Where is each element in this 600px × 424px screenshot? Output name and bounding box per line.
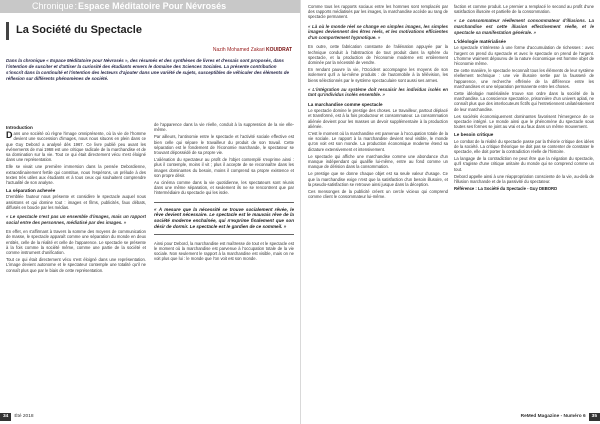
right-column-2 (454, 4, 594, 406)
paragraph: Elle se vivait une première immersion dans la pensée Debordienne, extraordinairement fertile qui constitue, nous l'espérons, un prélude à des textes très utiles aux étudiants et à tous ceux qui souhaitent comprendre l'actualité de son analyse. (6, 164, 146, 186)
paragraph: Cette idéologie matérialisée trouve son ordre dans la société de la marchandise. La conscience spectatrice, prisonnière d'un univers aplati, ne connaît plus que des interlocuteurs fictifs qui l'entretiennent unilatéralement de leur marchandise. (454, 91, 594, 112)
article-intro: Dans la chronique « Espace Méditatoire pour Névrosés », des résumés et des synthèses de livres et d'essais sont proposés, dans l'intention de susciter et d'attiser la curiosité des étudiants envers le domaine des Sciences Sociales. La présente contribution s'inscrit dans la continuité et l'intention des lecteurs d'ajouter dans une variété de sujets, susceptibles de véhiculer des éléments de réflexion sur différents phénomènes de société. (6, 58, 290, 81)
paragraph: D'emblée l'auteur nous présente et considère le spectacle auquel nous assistons et qui domine tout : images et films, publicités, faux débats, diffusés en boucle par les médias. (6, 194, 146, 210)
article-title: La Société du Spectacle (16, 24, 142, 36)
paragraph: Le spectacle domine le prestige des choses. Le travailleur, partout déplacé et transformé, est à la fois producteur et consommateur. La consommation aliénée devient pour les masses un devoir supplémentaire à la production aliénée. (308, 108, 448, 129)
paragraph: Le combat de la réalité du spectacle passe par la théorie critique des idées de la société. La critique théorique ne doit pas se contenter de constater le spectacle, elle doit porter la contradiction réelle de l'histoire. (454, 138, 594, 155)
quote: « Là où le monde réel se change en simples images, les simples images deviennent des êtres réels, et les motivations efficientes d'un comportement hypnotique. » (308, 23, 448, 40)
paragraph: Par ailleurs, l'antinomie entre le spectacle et l'activité sociale effective est bien celle qui sépare le travailleur du produit de son travail. Cette séparation est le fondement de l'économie marchande, le spectateur se trouvant dépossédé de sa propre vie. (154, 134, 294, 156)
paragraph: Les sociétés économiquement dominantes favorisent l'émergence de ce spectacle intégré. Le monde ainsi que le phénomène du spectacle sous toutes ses formes se joint au vrai et au faux dans un même mouvement. (454, 113, 594, 130)
paragraph: En effet, en s'affirmant à travers la somme des moyens de communication de masse, le spectacle apparaît comme une séparation du monde en deux entités, celle de la réalité et celle de l'apparence. Le spectacle se présente à la fois comme la société même, comme une partie de la société et comme instrument d'unification. (6, 229, 146, 256)
section-heading: La séparation achevée (6, 188, 56, 194)
section-heading: La marchandise comme spectacle (308, 102, 383, 107)
paragraph: Au cinéma comme dans la vie quotidienne, les spectateurs sont réunis dans une même séparation, et seulement ils ne se rencontrent que par l'intermédiaire du spectacle qui les isole. (154, 180, 294, 196)
left-column-1 (6, 122, 146, 410)
magazine-name: ReMed Magazine - Numéro 6 (520, 414, 586, 419)
paragraph: L'aliénation du spectateur au profit de l'objet contemplé s'exprime ainsi : plus il contemple, moins il vit ; plus il accepte de se reconnaître dans les images dominantes du besoin, moins il comprend sa propre existence et son propre désir. (154, 157, 294, 178)
title-accent-bar (6, 22, 9, 40)
paragraph: La langage de la contradiction ne peut être que la négation du spectacle, qu'il s'agisse d'une critique unitaire du monde qui se comprend comme un tout. (454, 156, 594, 172)
quote: « Le consommateur réellement consommateur d'illusions. La marchandise est cette illusion effectivement réelle, et le spectacle sa manifestation générale. » (454, 18, 594, 35)
header-text (32, 0, 226, 13)
paragraph: En outre, cette fabrication constante de l'aliénation appuyée par la technique conduit à l'abstraction de tout produit dans la sphère du spectacle, et la production de l'économie moderne est entièrement dominée par la nécessité de vendre. (308, 44, 448, 65)
page-number-left: 34 (0, 413, 11, 421)
paragraph: de l'apparence dans la vie réelle, conduit à la suppression de la vie elle-même. (154, 122, 294, 133)
author-surname: KOUIDRAT (265, 47, 292, 53)
quote: « Le spectacle n'est pas un ensemble d'images, mais un rapport social entre des personnes, médiatisé par des images. » (6, 214, 146, 225)
author-prefix: Nazih Mohamed Zakari (212, 47, 265, 53)
pull-quote: « À mesure que la nécessité se trouve socialement rêvée, le rêve devient nécessaire. Le spectacle est le mauvais rêve de la société moderne enchaînée, qui n'exprime finalement que son désir de dormir. Le spectacle est le gardien de ce sommeil. » (154, 202, 294, 235)
section-header (0, 0, 300, 13)
paragraph: En rendant pauvre la vie, l'Occident accompagne les moyens de son isolement qu'il a lui-même produits : de l'automobile à la télévision, les biens sélectionnés par le système spectaculaire sont aussi ses armes. (308, 67, 448, 83)
article-author (213, 47, 292, 53)
paragraph: Le spectacle qui affiche une marchandise comme une abondance d'un manque indépendant qui qualifie lui-même, entre au fond comme un manque de dérision dans la consommation. (308, 153, 448, 170)
paragraph: Ces mensonges de la publicité créent un cercle vicieux qui comprend comme client le consommateur lui-même. (308, 189, 448, 200)
paragraph: Tout ce qui était directement vécu s'est éloigné dans une représentation. L'image devient autonome et le spectateur contemple une totalité qu'il ne connaît plus que par le biais de cette représentation. (6, 257, 146, 273)
paragraph: Comme tous les rapports sociaux entre les hommes sont remplacés par des rapports médiatisés par les images, la marchandise accède au rang de spectacle permanent. (308, 4, 448, 20)
paragraph: faction et comme produit. Le premier a remplacé le second au profit d'une satisfaction illusoire et partielle de la consommation. (454, 4, 594, 15)
header-separator: : (74, 1, 78, 11)
header-subtitle: Espace Méditatoire Pour Névrosés (78, 1, 227, 11)
paragraph: Dans une société où règne l'image omniprésente, où la vie de l'homme devient une succession d'images, nous nous situons en plein dans ce que Guy Debord a analysé dès 1967. Ce livre publié peu avant les événements de mai 1968 est une critique radicale de la marchandise et de sa domination sur la vie. Tout ce qui était directement vécu s'est éloigné dans une représentation. (6, 130, 146, 163)
right-page (300, 0, 600, 424)
paragraph: De cette manière, le spectacle reconnaît tous les éléments de leur système réellement technique : une vie illusoire sertie par la fausseté de l'apparence, une recherche effrénée de la différence entre les marchandises et une séparation permanente entre les choses. (454, 68, 594, 89)
paragraph: Ainsi pour Debord, la marchandise est maîtresse de tout et le spectacle est le moment où la marchandise est parvenue à l'occupation totale de la vie sociale. Non seulement le rapport à la marchandise est visible, mais on ne voit plus que lui : le monde que l'on voit est son monde. (154, 240, 294, 262)
section-heading: Le besoin critique (454, 132, 494, 138)
right-column-1 (308, 4, 448, 406)
quote: « L'intégration au système doit ressaisir les individus isolés en tant qu'individus isolés ensemble. » (308, 86, 448, 98)
paragraph: Le spectacle s'intéresse à une forme d'accumulation de richesses : avec l'argent on prend du spectacle et avec le spectacle on prend de l'argent. L'homme vraiment dépourvu de la nature économique est homme objet de l'économie même. (454, 45, 594, 66)
header-section: Chronique (32, 1, 74, 11)
section-heading: Introduction (6, 125, 33, 130)
page-number-right: 35 (589, 413, 600, 421)
reference: Référence : La Société du Spectacle - Guy DEBORD (454, 186, 558, 192)
left-column-2 (154, 122, 294, 410)
footer-left (0, 413, 34, 421)
footer-right (521, 413, 600, 421)
paragraph: Le prestige que se donne chaque objet est sa seule valeur d'usage. Ce que la marchandise exige n'est que la satisfaction d'un besoin illusoire, et la pseudo-satisfaction se retrouve ainsi jusque dans la déception. (308, 171, 448, 187)
paragraph: C'est le moment où la marchandise est parvenue à l'occupation totale de la vie sociale. Le rapport à la marchandise devient seul visible, le monde qu'on voit est son monde. La production économique moderne étend sa dictature extensivement et intensivement. (308, 131, 448, 152)
issue-date: Été 2018 (14, 414, 34, 419)
paragraph: Debord appelle ainsi à une réappropriation consciente de la vie, au-delà de l'illusion marchande et de la passivité du spectateur. (454, 173, 594, 185)
section-heading: L'idéologie matérialisée (454, 39, 506, 45)
